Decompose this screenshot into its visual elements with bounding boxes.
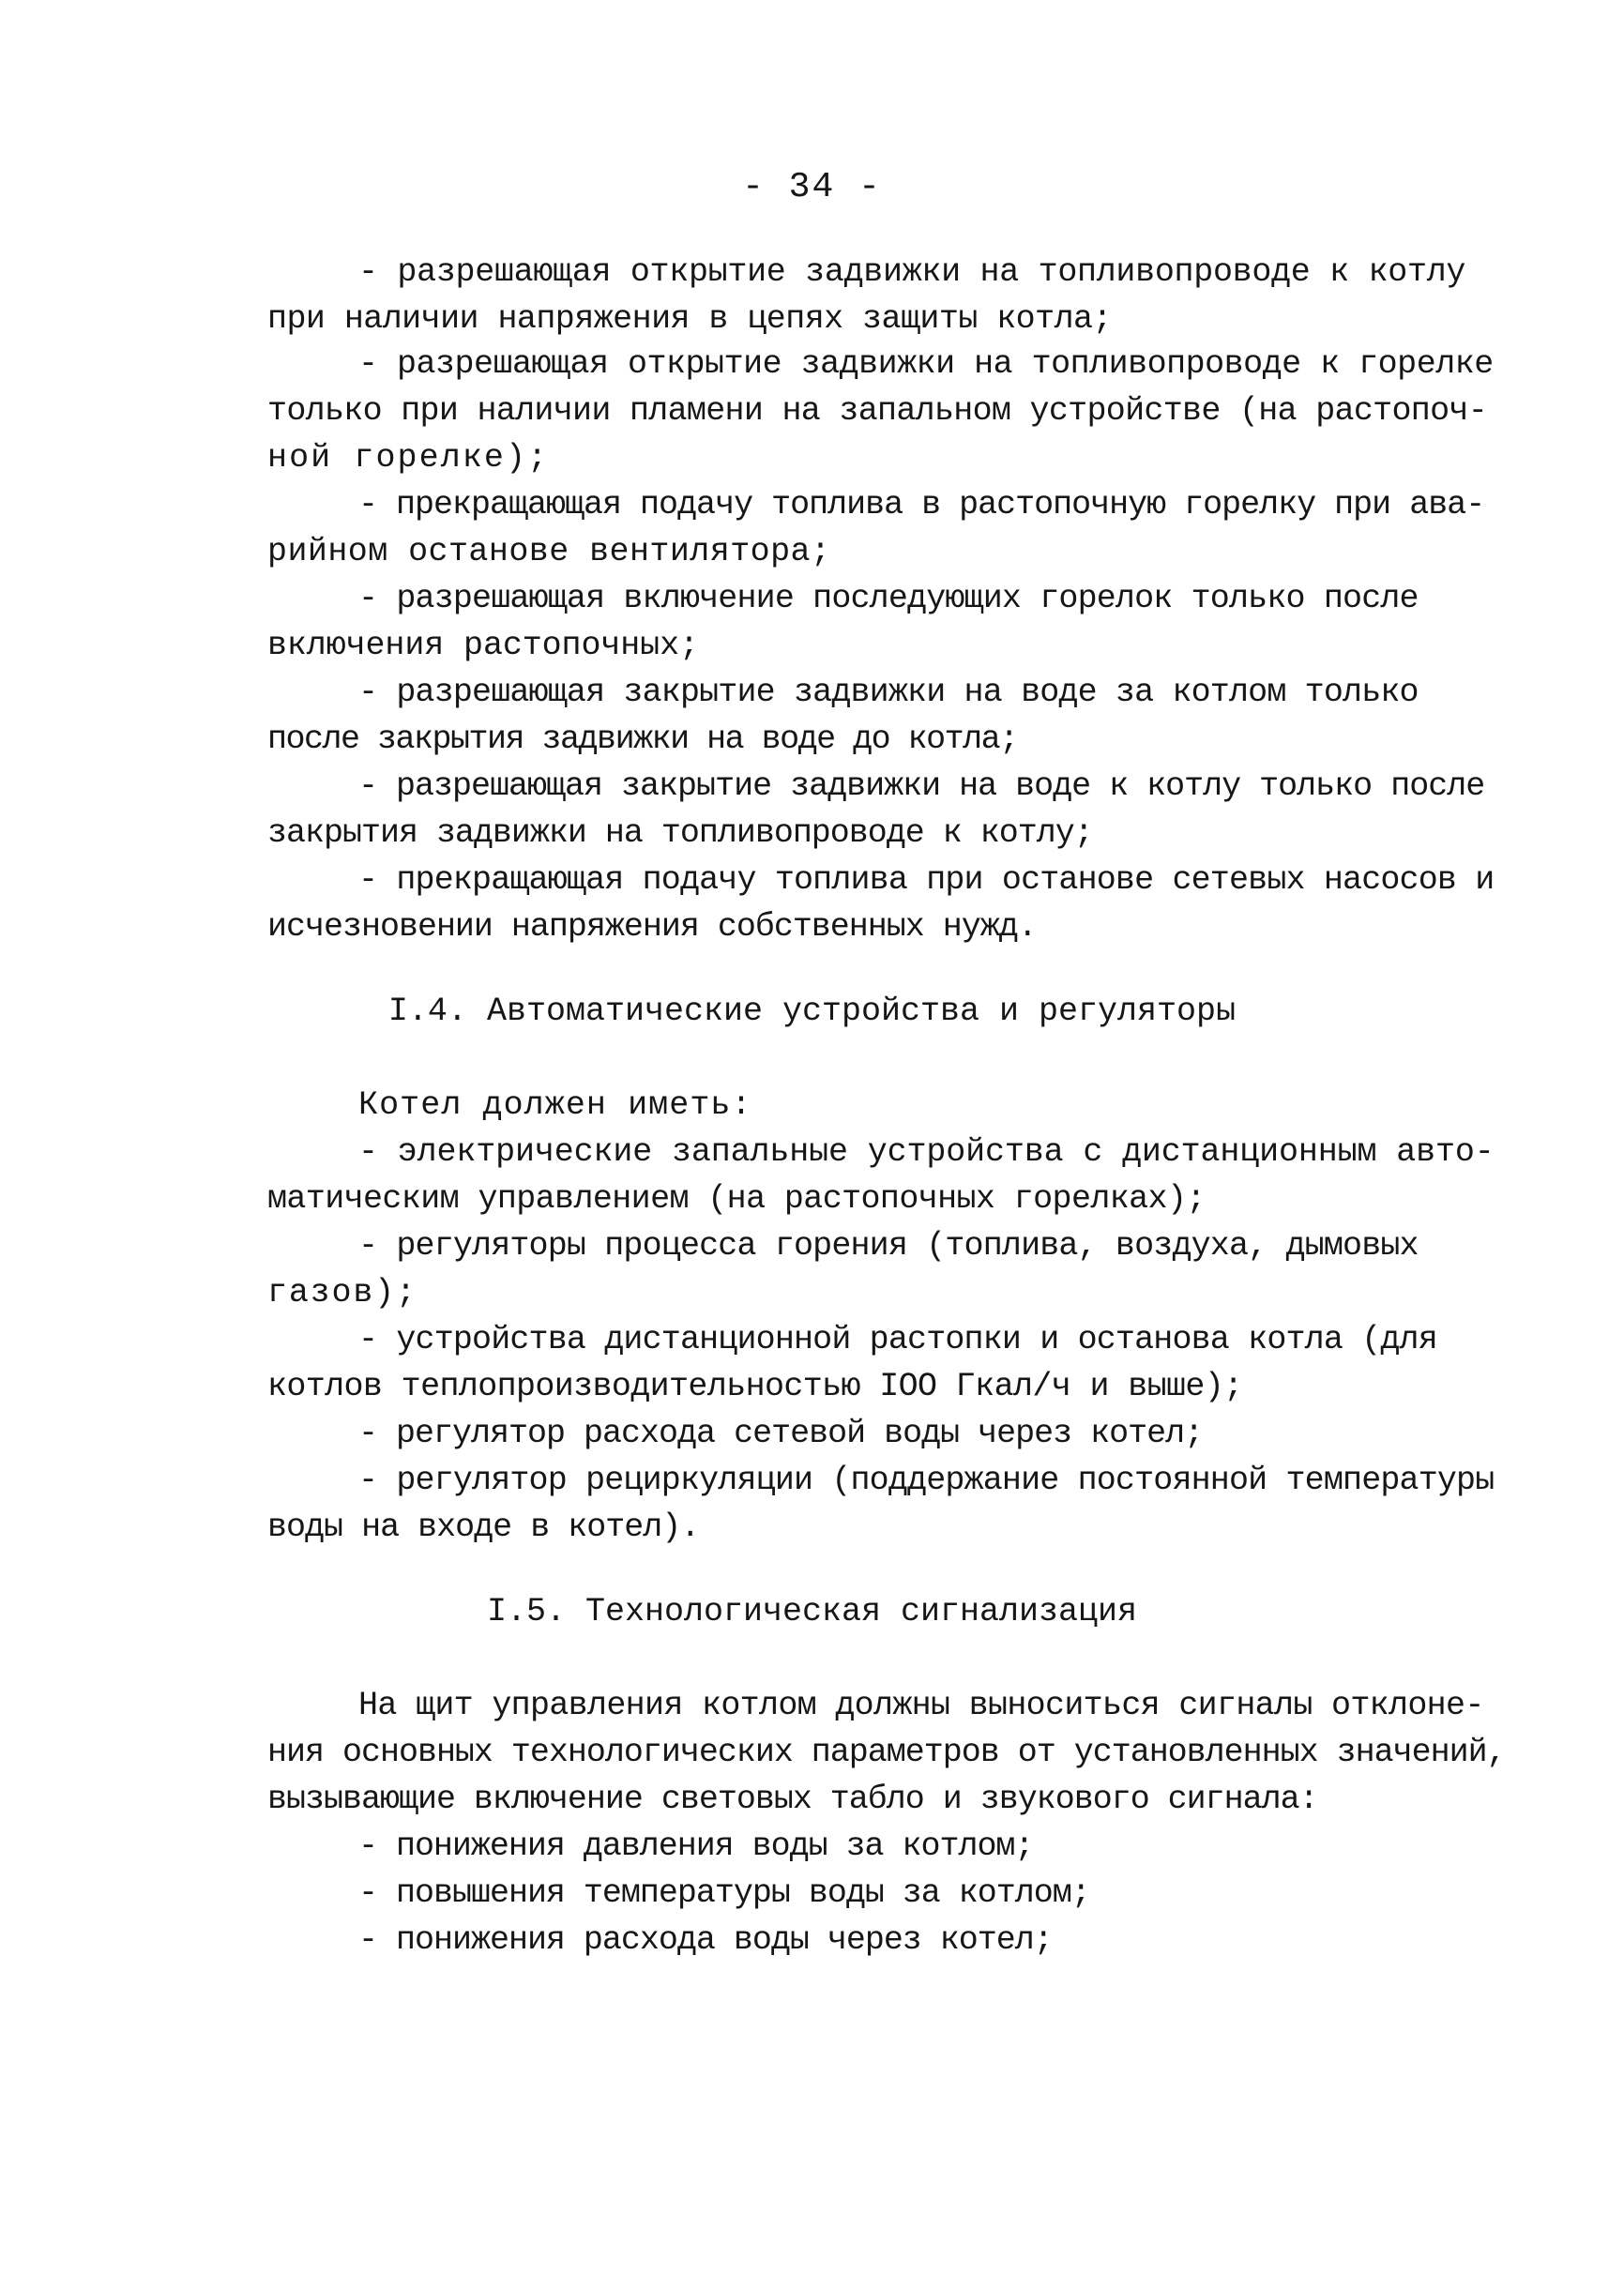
text-line: - прекращающая подачу топлива при останове сетевых насосов и	[358, 861, 1495, 899]
text-line: - регуляторы процесса горения (топлива, воздуха, дымовых	[358, 1227, 1419, 1265]
text-line: На щит управления котлом должны выноситься сигналы отклоне-	[358, 1687, 1484, 1724]
text-line: - прекращающая подачу топлива в растопочную горелку при ава-	[358, 486, 1485, 523]
text-line: - разрешающая закрытие задвижки на воде к котлу только после	[358, 767, 1485, 805]
text-line: Котел должен иметь:	[358, 1086, 752, 1124]
text-line: закрытия задвижки на топливопроводе к котлу;	[267, 814, 1093, 852]
text-line: ния основных технологических параметров от установленных значений,	[267, 1734, 1506, 1771]
text-line: после закрытия задвижки на воде до котла;	[267, 720, 1018, 758]
text-line: вызывающие включение световых табло и звукового сигнала:	[267, 1781, 1318, 1818]
text-line: только при наличии пламени на запальном устройстве (на растопоч-	[267, 392, 1488, 430]
page-number: - 34 -	[742, 167, 882, 207]
text-line: газов);	[267, 1274, 417, 1311]
section-heading-1-5: I.5. Технологическая сигнализация	[486, 1593, 1138, 1630]
text-line: - разрешающая включение последующих горелок только после	[358, 580, 1419, 617]
text-line: котлов теплопроизводительностью IOO Гкал/ч и выше);	[267, 1368, 1243, 1405]
text-line: - понижения расхода воды через котел;	[358, 1921, 1053, 1959]
text-line: - понижения давления воды за котлом;	[358, 1827, 1034, 1865]
text-line: - разрешающая закрытие задвижки на воде за котлом только	[358, 674, 1419, 711]
section-heading-1-4: I.4. Автоматические устройства и регуляторы	[387, 993, 1237, 1030]
text-line: - электрические запальные устройства с дистанционным авто-	[358, 1133, 1495, 1171]
text-line: ной горелке);	[267, 439, 550, 477]
text-line: исчезновении напряжения собственных нужд.	[267, 908, 1037, 946]
text-line: матическим управлением (на растопочных горелках);	[267, 1180, 1206, 1218]
text-line: - повышения температуры воды за котлом;	[358, 1874, 1090, 1912]
text-line: - регулятор расхода сетевой воды через котел;	[358, 1415, 1204, 1452]
text-line: - устройства дистанционной растопки и останова котла (для	[358, 1321, 1437, 1358]
text-line: рийном останове вентилятора;	[267, 533, 831, 570]
text-line: воды на входе в котел).	[267, 1508, 700, 1546]
text-line: - регулятор рециркуляции (поддержание постоянной температуры	[358, 1462, 1495, 1499]
text-line: включения растопочных;	[267, 627, 699, 664]
text-line: - разрешающая открытие задвижки на топливопроводе к котлу	[358, 253, 1466, 291]
text-line: - разрешающая открытие задвижки на топливопроводе к горелке	[358, 345, 1494, 383]
text-line: при наличии напряжения в цепях защиты котла;	[267, 300, 1112, 338]
